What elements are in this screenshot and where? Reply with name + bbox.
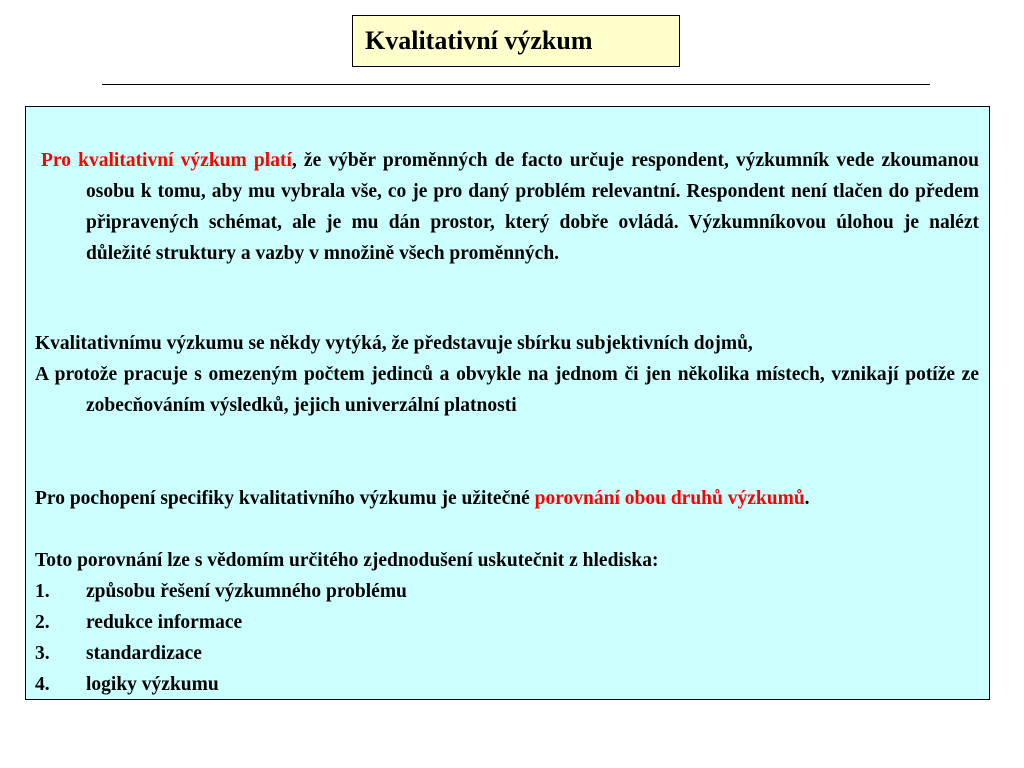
list-number: 3.	[35, 643, 50, 664]
paragraph-text: , že výběr proměnných de facto určuje respondent, výzkumník vede zkoumanou osobu k tomu, aby mu vybrala vše, co je pro daný problém relevantní. Respondent není tlačen do předem připravených schémat, ale je mu dán prostor, který dobře ovládá. Výzkumníkovou úlohou je nalézt důležité struktury a vazby v množině všech proměnných.	[86, 150, 979, 264]
paragraph-end: .	[804, 488, 810, 509]
list-number: 1.	[35, 581, 50, 602]
paragraph-highlight: Pro kvalitativní výzkum platí	[41, 150, 292, 171]
content-panel	[25, 106, 990, 700]
slide-title	[352, 15, 680, 67]
paragraph-text: Toto porovnání lze s vědomím určitého zjednodušení uskutečnit z hlediska:	[35, 550, 659, 571]
list-number: 2.	[35, 612, 50, 633]
paragraph-comparison	[35, 483, 979, 514]
list-number: 4.	[35, 674, 50, 695]
paragraph-qualitative-research	[35, 145, 979, 269]
paragraph-text: A protože pracuje s omezeným počtem jedinců a obvykle na jednom či jen několika místech, vznikají potíže ze zobecňováním výsledků, jejich univerzální platnosti	[35, 364, 979, 416]
list-item	[35, 669, 979, 700]
title-divider	[102, 84, 930, 85]
list-text: logiky výzkumu	[86, 674, 219, 695]
list-text: standardizace	[86, 643, 202, 664]
list-text: způsobu řešení výzkumného problému	[86, 581, 407, 602]
paragraph-text: Pro pochopení specifiky kvalitativního výzkumu je užitečné	[35, 488, 535, 509]
paragraph-comparison-aspects	[35, 545, 979, 576]
paragraph-criticism	[35, 328, 979, 359]
paragraph-limitations	[35, 359, 979, 421]
list-item	[35, 638, 979, 669]
paragraph-text: Kvalitativnímu výzkumu se někdy vytýká, že představuje sbírku subjektivních dojmů,	[35, 333, 753, 354]
list-item	[35, 576, 979, 607]
list-item	[35, 607, 979, 638]
list-text: redukce informace	[86, 612, 243, 633]
slide-title-text: Kvalitativní výzkum	[365, 26, 593, 55]
paragraph-highlight: porovnání obou druhů výzkumů	[534, 488, 805, 509]
